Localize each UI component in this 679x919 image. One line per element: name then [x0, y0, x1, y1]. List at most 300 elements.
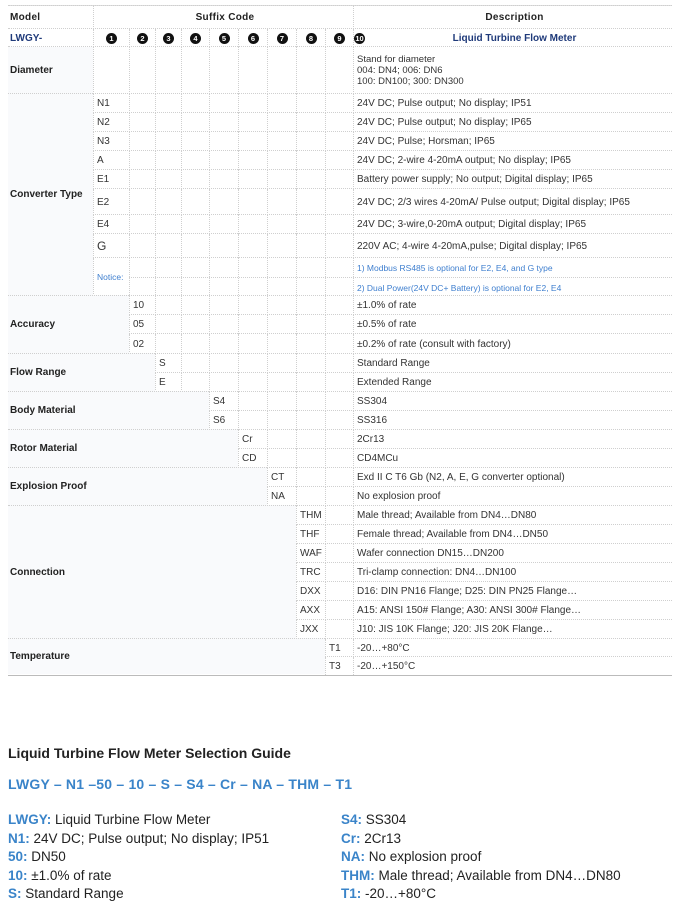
guide-item-value: Male thread; Available from DN4…DN80: [374, 867, 621, 883]
notice-row: [129, 277, 672, 297]
grid-cell: [155, 315, 181, 334]
table-row: [325, 638, 672, 657]
suffix-number-7-icon: 7: [277, 33, 288, 44]
notice-block: [93, 257, 672, 296]
grid-cell: [209, 334, 238, 354]
grid-cell: [238, 189, 267, 215]
model-code: LWGY-: [8, 29, 93, 47]
option-description: 220V AC; 4-wire 4-20mA,pulse; Digital display; IP65: [353, 234, 672, 258]
guide-item-code: THM:: [341, 867, 375, 883]
grid-cell: [325, 234, 353, 258]
table-row: [296, 600, 672, 620]
suffix-number-4-icon: 4: [190, 33, 201, 44]
grid-cell: [238, 215, 267, 234]
notice-row: [129, 258, 672, 277]
grid-cell: [296, 449, 325, 468]
option-code: E2: [93, 189, 129, 215]
grid-cell: [155, 258, 181, 277]
grid-cell: [267, 258, 296, 277]
grid-cell: [238, 132, 267, 151]
guide-item-value: DN50: [27, 849, 66, 864]
suffix-code-header: Suffix Code: [93, 6, 353, 29]
option-description: No explosion proof: [353, 487, 672, 506]
grid-cell: [267, 334, 296, 354]
table-row: [93, 188, 672, 215]
grid-cell: [325, 620, 353, 639]
guide-item-value: No explosion proof: [365, 849, 482, 864]
option-description: Standard Range: [353, 354, 672, 373]
grid-cell: [296, 296, 325, 315]
guide-item: [8, 848, 66, 866]
grid-cell: [181, 94, 209, 113]
option-description: Female thread; Available from DN4…DN50: [353, 525, 672, 544]
option-description: ±0.5% of rate: [353, 315, 672, 334]
grid-cell: [181, 189, 209, 215]
option-code: N2: [93, 113, 129, 132]
option-description: J10: JIS 10K Flange; J20: JIS 20K Flange…: [353, 620, 672, 639]
option-code: N3: [93, 132, 129, 151]
grid-cell: [129, 132, 155, 151]
guide-item-code: S4:: [341, 812, 363, 827]
grid-cell: [296, 430, 325, 449]
guide-item-code: S:: [8, 886, 22, 901]
grid-cell: [325, 411, 353, 430]
flow-range-label: Flow Range: [8, 353, 155, 391]
option-code: CT: [267, 468, 296, 487]
guide-item-code: Cr:: [341, 830, 361, 846]
suffix-column-header: [325, 29, 353, 47]
grid-cell: [296, 468, 325, 487]
grid-cell: [209, 94, 238, 113]
grid-cell: [296, 315, 325, 334]
grid-cell: [238, 94, 267, 113]
option-description: Extended Range: [353, 373, 672, 392]
option-code: E4: [93, 215, 129, 234]
table-row: [129, 333, 672, 354]
grid-cell: [267, 189, 296, 215]
grid-cell: [267, 430, 296, 449]
grid-cell: [296, 215, 325, 234]
guide-item: [341, 848, 481, 866]
suffix-number-row: [8, 28, 672, 47]
grid-cell: [325, 334, 353, 354]
option-description: 24V DC; 2-wire 4-20mA output; No display; IP65: [353, 151, 672, 170]
grid-cell: [267, 296, 296, 315]
table-row: [93, 233, 672, 258]
grid-cell: [325, 47, 353, 94]
grid-cell: [238, 170, 267, 189]
grid-cell: [238, 234, 267, 258]
option-code: A: [93, 151, 129, 170]
table-row: [267, 486, 672, 506]
guide-item-code: N1:: [8, 830, 30, 846]
option-code: CD: [238, 449, 267, 468]
example-model-code: LWGY – N1 –50 – 10 – S – S4 – Cr – NA – THM – T1: [8, 776, 353, 792]
grid-cell: [129, 258, 155, 277]
option-code: THM: [296, 506, 325, 525]
option-code: 02: [129, 334, 155, 354]
table-row: [155, 372, 672, 392]
grid-cell: [155, 132, 181, 151]
grid-cell: [129, 47, 155, 94]
grid-cell: [209, 258, 238, 277]
option-code: 05: [129, 315, 155, 334]
option-code: NA: [267, 487, 296, 506]
grid-cell: [155, 47, 181, 94]
table-row: [296, 524, 672, 544]
temperature-label: Temperature: [8, 638, 325, 674]
grid-cell: [296, 170, 325, 189]
grid-cell: [267, 373, 296, 392]
grid-cell: [155, 151, 181, 170]
grid-cell: [209, 47, 238, 94]
notice-label: Notice:: [93, 258, 129, 296]
grid-cell: [325, 151, 353, 170]
option-description: A15: ANSI 150# Flange; A30: ANSI 300# Flange…: [353, 601, 672, 620]
guide-item-value: ±1.0% of rate: [27, 867, 112, 883]
grid-cell: [325, 601, 353, 620]
option-code: S: [155, 354, 181, 373]
grid-cell: [181, 373, 209, 392]
grid-cell: [325, 392, 353, 411]
suffix-number-5-icon: 5: [219, 33, 230, 44]
grid-cell: [267, 215, 296, 234]
suffix-number-6-icon: 6: [248, 33, 259, 44]
table-row: [93, 131, 672, 151]
option-description: -20…+80°C: [353, 639, 672, 657]
grid-cell: [325, 215, 353, 234]
grid-cell: [129, 113, 155, 132]
converter-label: Converter Type: [8, 93, 93, 295]
grid-cell: [238, 315, 267, 334]
grid-cell: [155, 113, 181, 132]
guide-item-value: Liquid Turbine Flow Meter: [51, 812, 211, 827]
option-description: Battery power supply; No output; Digital display; IP65: [353, 170, 672, 189]
grid-cell: [296, 113, 325, 132]
grid-cell: [238, 296, 267, 315]
table-bottom-border: [8, 675, 672, 676]
option-description: CD4MCu: [353, 449, 672, 468]
connection-label: Connection: [8, 505, 296, 638]
grid-cell: [267, 392, 296, 411]
suffix-column-header: [238, 29, 267, 47]
grid-cell: [267, 151, 296, 170]
table-row: [129, 314, 672, 334]
grid-cell: [325, 373, 353, 392]
grid-cell: [325, 563, 353, 582]
option-description: Exd II C T6 Gb (N2, A, E, G converter optional): [353, 468, 672, 487]
option-code: T3: [325, 657, 353, 675]
grid-cell: [181, 113, 209, 132]
guide-item: [8, 830, 269, 848]
diameter-description: [353, 47, 672, 94]
grid-cell: [267, 234, 296, 258]
grid-cell: [267, 113, 296, 132]
option-description: 24V DC; 3-wire,0-20mA output; Digital display; IP65: [353, 215, 672, 234]
option-description: Wafer connection DN15…DN200: [353, 544, 672, 563]
grid-cell: [209, 170, 238, 189]
grid-cell: [209, 132, 238, 151]
grid-cell: [181, 258, 209, 277]
grid-cell: [238, 373, 267, 392]
option-description: 24V DC; 2/3 wires 4-20mA/ Pulse output; Digital display; IP65: [353, 189, 672, 215]
option-code: S6: [209, 411, 238, 430]
table-row: [93, 150, 672, 170]
grid-cell: [325, 487, 353, 506]
suffix-number-9-icon: 9: [334, 33, 345, 44]
guide-item: [341, 885, 436, 903]
grid-cell: [129, 234, 155, 258]
grid-cell: [238, 334, 267, 354]
grid-cell: [267, 170, 296, 189]
grid-cell: [267, 132, 296, 151]
suffix-column-header: [209, 29, 238, 47]
diameter-desc-line: 004: DN4; 006: DN6: [357, 65, 443, 76]
diameter-row: [8, 46, 672, 94]
grid-cell: [325, 170, 353, 189]
grid-cell: [209, 215, 238, 234]
grid-cell: [155, 215, 181, 234]
table-row: [296, 543, 672, 563]
suffix-column-header: [296, 29, 325, 47]
grid-cell: [267, 354, 296, 373]
grid-cell: [181, 296, 209, 315]
grid-cell: [325, 132, 353, 151]
option-code: AXX: [296, 601, 325, 620]
grid-cell: [267, 411, 296, 430]
grid-cell: [238, 258, 267, 277]
grid-cell: [325, 544, 353, 563]
grid-cell: [209, 234, 238, 258]
grid-cell: [155, 234, 181, 258]
guide-item-code: LWGY:: [8, 812, 52, 827]
grid-cell: [267, 94, 296, 113]
grid-cell: [238, 411, 267, 430]
grid-cell: [238, 151, 267, 170]
grid-cell: [296, 258, 325, 277]
option-description: SS316: [353, 411, 672, 430]
grid-cell: [209, 151, 238, 170]
option-description: 24V DC; Pulse output; No display; IP65: [353, 113, 672, 132]
model-header: Model: [8, 6, 93, 29]
grid-cell: [296, 47, 325, 94]
table-row: [238, 429, 672, 449]
suffix-column-header: [267, 29, 296, 47]
grid-cell: [238, 354, 267, 373]
grid-cell: [325, 296, 353, 315]
suffix-column-header: [181, 29, 209, 47]
guide-item: [341, 867, 621, 885]
suffix-column-header: [155, 29, 181, 47]
table-row: [93, 214, 672, 234]
grid-cell: [325, 430, 353, 449]
grid-cell: [325, 506, 353, 525]
grid-cell: [238, 392, 267, 411]
table-row: [93, 93, 672, 113]
option-description: Male thread; Available from DN4…DN80: [353, 506, 672, 525]
grid-cell: [181, 132, 209, 151]
grid-cell: [296, 487, 325, 506]
grid-cell: [181, 151, 209, 170]
guide-item-value: 24V DC; Pulse output; No display; IP51: [29, 830, 270, 846]
grid-cell: [267, 47, 296, 94]
table-row: [267, 467, 672, 487]
suffix-column-header: [129, 29, 155, 47]
option-code: T1: [325, 639, 353, 657]
grid-cell: [209, 354, 238, 373]
option-code: 10: [129, 296, 155, 315]
option-code: G: [93, 234, 129, 258]
diameter-desc-line: Stand for diameter: [357, 54, 436, 65]
option-description: 24V DC; Pulse output; No display; IP51: [353, 94, 672, 113]
option-description: ±0.2% of rate (consult with factory): [353, 334, 672, 354]
option-description: -20…+150°C: [353, 657, 672, 675]
guide-item-code: 10:: [8, 867, 28, 883]
rotor-material-label: Rotor Material: [8, 429, 238, 467]
guide-item-code: 50:: [8, 849, 28, 864]
grid-cell: [155, 334, 181, 354]
grid-cell: [129, 151, 155, 170]
model-description: Liquid Turbine Flow Meter: [353, 29, 672, 47]
suffix-number-1-icon: 1: [106, 33, 117, 44]
table-row: [93, 169, 672, 189]
accuracy-label: Accuracy: [8, 295, 129, 353]
option-code: Cr: [238, 430, 267, 449]
guide-item: [8, 867, 111, 885]
grid-cell: [209, 113, 238, 132]
body-material-label: Body Material: [8, 391, 209, 429]
option-description: 24V DC; Pulse; Horsman; IP65: [353, 132, 672, 151]
table-row: [325, 656, 672, 675]
grid-cell: [181, 215, 209, 234]
grid-cell: [209, 373, 238, 392]
option-code: JXX: [296, 620, 325, 639]
grid-cell: [181, 234, 209, 258]
grid-cell: [296, 234, 325, 258]
option-code: DXX: [296, 582, 325, 601]
grid-cell: [325, 449, 353, 468]
table-row: [296, 619, 672, 639]
grid-cell: [325, 582, 353, 601]
grid-cell: [267, 449, 296, 468]
option-description: Tri-clamp connection: DN4…DN100: [353, 563, 672, 582]
grid-cell: [181, 170, 209, 189]
grid-cell: [325, 468, 353, 487]
grid-cell: [296, 94, 325, 113]
grid-cell: [296, 411, 325, 430]
grid-cell: [238, 47, 267, 94]
grid-cell: [209, 296, 238, 315]
diameter-label: Diameter: [8, 47, 93, 94]
grid-cell: [325, 113, 353, 132]
table-row: [155, 353, 672, 373]
suffix-number-3-icon: 3: [163, 33, 174, 44]
grid-cell: [129, 94, 155, 113]
grid-cell: [155, 189, 181, 215]
guide-item: [341, 830, 401, 848]
grid-cell: [181, 47, 209, 94]
option-description: D16: DIN PN16 Flange; D25: DIN PN25 Flange…: [353, 582, 672, 601]
grid-cell: [296, 189, 325, 215]
table-row: [238, 448, 672, 468]
grid-cell: [155, 170, 181, 189]
grid-cell: [238, 113, 267, 132]
table-row: [296, 581, 672, 601]
guide-item: [341, 811, 406, 829]
grid-cell: [267, 315, 296, 334]
suffix-number-8-icon: 8: [306, 33, 317, 44]
option-code: E: [155, 373, 181, 392]
option-code: N1: [93, 94, 129, 113]
grid-cell: [325, 258, 353, 277]
option-code: S4: [209, 392, 238, 411]
table-row: [209, 410, 672, 430]
grid-cell: [296, 354, 325, 373]
guide-item-code: T1:: [341, 886, 362, 901]
guide-item: [8, 885, 124, 903]
grid-cell: [296, 334, 325, 354]
grid-cell: [181, 354, 209, 373]
suffix-column-header: [93, 29, 129, 47]
table-row: [296, 562, 672, 582]
grid-cell: [209, 189, 238, 215]
grid-cell: [296, 373, 325, 392]
grid-cell: [325, 189, 353, 215]
guide-item-value: 2Cr13: [360, 830, 402, 846]
option-description: 2Cr13: [353, 430, 672, 449]
grid-cell: [129, 215, 155, 234]
suffix-number-2-icon: 2: [137, 33, 148, 44]
suffix-number-10-icon: 10: [355, 33, 364, 43]
grid-cell: [155, 296, 181, 315]
selection-guide-title: Liquid Turbine Flow Meter Selection Guide: [8, 745, 291, 761]
option-code: TRC: [296, 563, 325, 582]
guide-item-value: -20…+80°C: [361, 886, 437, 901]
option-code: THF: [296, 525, 325, 544]
grid-cell: [325, 525, 353, 544]
grid-cell: [129, 170, 155, 189]
table-row: [129, 295, 672, 315]
grid-cell: [181, 334, 209, 354]
option-code: WAF: [296, 544, 325, 563]
table-row: [209, 391, 672, 411]
description-header: Description: [353, 6, 672, 29]
table-row: [93, 112, 672, 132]
grid-cell: [209, 315, 238, 334]
grid-cell: [155, 94, 181, 113]
notice-text: 2) Dual Power(24V DC+ Battery) is optional for E2, E4: [353, 278, 672, 297]
table-row: [296, 505, 672, 525]
diameter-desc-line: 100: DN100; 300: DN300: [357, 76, 464, 87]
grid-cell: [181, 315, 209, 334]
guide-item: [8, 811, 210, 829]
guide-item-code: NA:: [341, 849, 365, 864]
option-code: E1: [93, 170, 129, 189]
explosion-proof-label: Explosion Proof: [8, 467, 267, 505]
grid-cell: [296, 392, 325, 411]
guide-item-value: SS304: [362, 812, 407, 827]
grid-cell: [93, 47, 129, 94]
grid-cell: [325, 94, 353, 113]
guide-item-value: Standard Range: [21, 886, 124, 901]
grid-cell: [325, 315, 353, 334]
grid-cell: [129, 189, 155, 215]
option-description: ±1.0% of rate: [353, 296, 672, 315]
grid-cell: [296, 151, 325, 170]
grid-cell: [296, 132, 325, 151]
header-row: [8, 5, 672, 29]
grid-cell: [325, 354, 353, 373]
